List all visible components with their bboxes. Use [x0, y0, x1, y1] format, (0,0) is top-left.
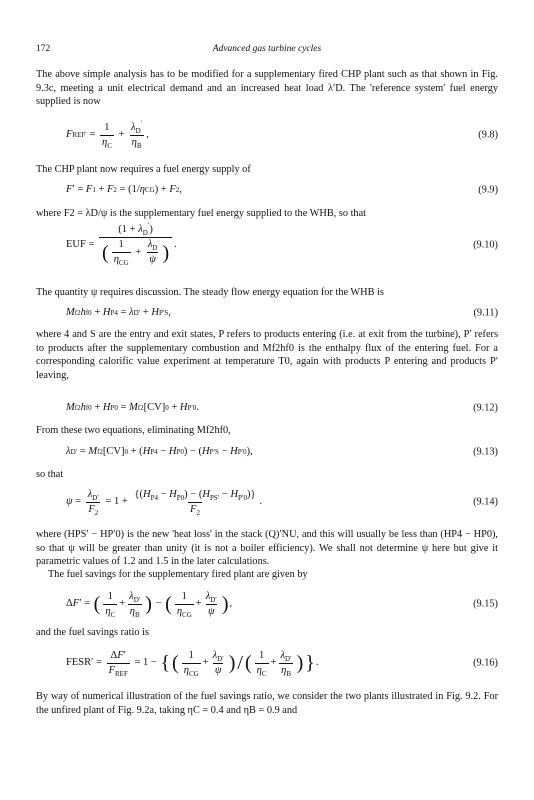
equation-number: (9.16)	[473, 657, 498, 669]
page-header	[36, 43, 498, 57]
equation-body: ψ = $\frac{\lambda_{D'}}{F_2}$ = 1 + $\frac{\{(H_{P4} - H_{P0}) - (H_{PS'} - H_{P'0})\}}{F_2}$ .	[66, 488, 263, 517]
paragraph-6: From these two equations, eliminating Mf2hf0,	[36, 425, 231, 436]
equation-number: (9.8)	[478, 129, 498, 141]
equation-number: (9.13)	[473, 446, 498, 458]
equation-9-8	[36, 118, 498, 152]
equation-number: (9.12)	[473, 402, 498, 414]
equation-9-10	[36, 222, 498, 268]
page-number: 172	[36, 44, 51, 54]
equation-9-16	[36, 642, 498, 684]
paragraph-11: By way of numerical illustration of the fuel savings ratio, we consider the two plants illustrated in Fig. 9.2. For the unfired plant of Fig. 9.2a, taking ηC = 0.4 and ηB = 0.9 and	[36, 691, 498, 716]
equation-body: F ′ = F 1 + F 2 = (1/ η CG ) + F 2 ,	[66, 184, 182, 196]
equation-9-11	[36, 301, 498, 325]
paragraph-10: and the fuel savings ratio is	[36, 627, 149, 638]
equation-number: (9.10)	[473, 239, 498, 251]
equation-body: EUF = $(1 + \lambda_D')$ ( $\frac{1}{\eta_{CG}}$ + $\frac{\lambda_D}{\psi}$ ) .	[66, 221, 177, 268]
equation-9-9	[36, 178, 498, 202]
equation-body: λ D ′ = M f2 [CV] 0 + ( H P4 − H P0 ) − ( H P′S − H P′0 ),	[66, 446, 253, 458]
running-title: Advanced gas turbine cycles	[212, 44, 322, 54]
equation-body: FESR′ = $\frac{\Delta F'}{F_{REF}}$ = 1 − { ( $\frac{1}{\eta_{CG}}$ + $\frac{\lambda_{D'}}{\psi}$ ) / ( $\frac{1}{\eta_C}$ + $\frac{\lambda_{D'}}{\eta_B}$ ) } .	[66, 649, 319, 678]
equation-9-14	[36, 484, 498, 520]
paragraph-9: The fuel savings for the supplementary fired plant are given by	[48, 569, 308, 580]
equation-9-13	[36, 440, 498, 464]
equation-9-15	[36, 584, 498, 624]
paragraph-5: where 4 and S are the entry and exit states, P refers to products entering (i.e. at exit from the turbine), P′ refers to products after the supplementary combustion and Mf2hf0 is the enthalpy flux of the entering fuel. For a corresponding calorific value experiment at temperature T0, again with products P entering and products P′ leaving,	[36, 329, 498, 381]
equation-number: (9.15)	[473, 598, 498, 610]
paragraph-4: The quantity ψ requires discussion. The steady flow energy equation for the WHB is	[36, 287, 384, 298]
paragraph-2: The CHP plant now requires a fuel energy supply of	[36, 164, 251, 175]
paragraph-1: The above simple analysis has to be modified for a supplementary fired CHP plant such as that shown in Fig. 9.3c, meeting a unit electrical demand and an increased heat load λ′D. The 'reference system' fuel energy supplied is now	[36, 69, 498, 107]
equation-body: M f2 h f0 + H P0 = M f2 [CV] 0 + H P′0 .	[66, 402, 200, 414]
equation-number: (9.9)	[478, 184, 498, 196]
paragraph-3: where F2 = λD/ψ is the supplementary fuel energy supplied to the WHB, so that	[36, 208, 367, 219]
paragraph-7: so that	[36, 469, 64, 480]
equation-body: Δ F ′ = ( $\frac{1}{\eta_C}$ + $\frac{\lambda_{D'}}{\eta_B}$ ) − ( $\frac{1}{\eta_{CG}}$ + $\frac{\lambda_{D'}}{\psi}$ ) ,	[66, 590, 233, 619]
equation-number: (9.11)	[473, 307, 498, 319]
paragraph-8: where (HPS′ − HP′0) is the new 'heat loss' in the stack (Q)′NU, and this will usually be less than (HP4 − HP0), so that ψ will be greater than unity (it is not a boiler efficiency). We shall not determine ψ here but give it parametric values of 1.2 and 1.5 in the later calculations.	[36, 529, 498, 567]
equation-body: F REF ′ = $\frac{1}{\eta_C}$ + $\frac{\lambda_D'}{\eta_B}$ ,	[66, 119, 149, 150]
equation-body: M f2 h f0 + H P4 = λ D ′ + H P′S ,	[66, 307, 171, 319]
equation-number: (9.14)	[473, 496, 498, 508]
equation-9-12	[36, 396, 498, 420]
